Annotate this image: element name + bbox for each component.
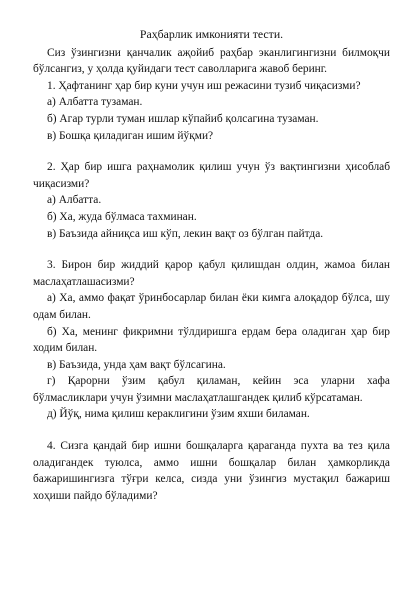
answer-option: в) Баъзида, унда ҳам вақт бўлсагина. [47, 358, 226, 371]
answer-option: б) Агар турли туман ишлар кўпайиб қолсагина тузаман. [47, 112, 319, 125]
question-4 [33, 438, 390, 504]
question-1 [33, 78, 390, 144]
question-text: 2. Ҳар бир ишга раҳнамолик қилиш учун ўз вақтингизни ҳисоблаб чиқасизми? [33, 161, 390, 190]
answer-option: а) Албатта тузаман. [47, 96, 143, 109]
spacer [33, 242, 390, 257]
question-3 [33, 257, 390, 423]
answer-option: а) Албатта. [47, 194, 102, 207]
question-2 [33, 159, 390, 242]
spacer [33, 144, 390, 159]
intro-paragraph: Сиз ўзингизни қанчалик аҗойиб раҳбар эканлигингизни билмоқчи бўлсангиз, у ҳолда қуйидаги тест саволларига жавоб беринг. [33, 46, 390, 76]
answer-option: г) Қарорни ўзим қабул қиламан, кейин эса уларни хафа бўлмасликлари учун ўзимни маслаҳатлашгандек қилиб кўрсатаман. [33, 375, 390, 404]
answer-option: б) Ха, жуда бўлмаса тахминан. [47, 210, 197, 223]
answer-option: в) Бошқа қиладиган ишим йўқми? [47, 129, 214, 142]
question-text: 4. Сизга қандай бир ишни бошқаларга қараганда пухта ва тез қила оладигандек туюлса, аммо ишни бошқалар билан ҳамкорликда бажаришингизга тўғри келса, сизда уни ўзингиз мустақил бажариш хоҳиши пайдо бўладими? [33, 440, 390, 502]
document-title: Раҳбарлик имконияти тести. [139, 27, 284, 41]
question-text: 3. Бирон бир жиддий қарор қабул қилишдан олдин, жамоа билан маслаҳатлашасизми? [33, 259, 390, 288]
spacer [33, 423, 390, 438]
answer-option: б) Ха, менинг фикримни тўлдиришга ердам бера оладиган ҳар бир ходим билан. [33, 325, 390, 355]
question-text: 1. Ҳафтанинг ҳар бир куни учун иш режасини тузиб чиқасизми? [47, 79, 361, 92]
answer-option: в) Баъзида айниқса иш кўп, лекин вақт оз бўлган пайтда. [47, 227, 324, 240]
answer-option: д) Йўқ, нима қилиш кераклигини ўзим яхши биламан. [47, 408, 310, 421]
answer-option: а) Ха, аммо фақат ўринбосарлар билан ёки кимга алоқадор бўлса, шу одам билан. [33, 292, 390, 321]
